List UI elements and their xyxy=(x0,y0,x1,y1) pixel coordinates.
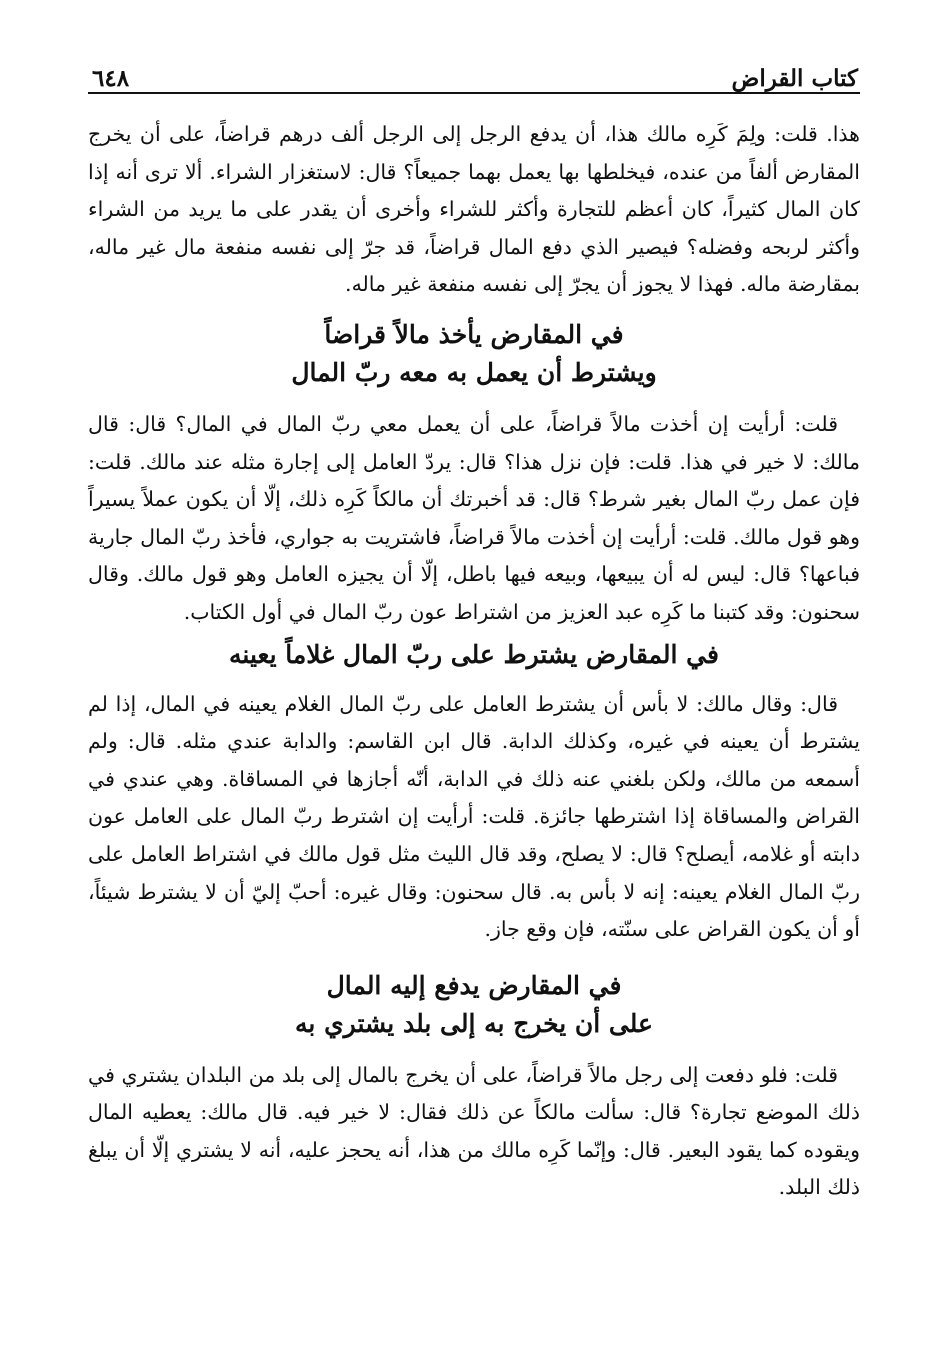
section-3-heading-line-2: على أن يخرج به إلى بلد يشتري به xyxy=(295,1008,653,1038)
page-body xyxy=(88,116,860,1207)
section-heading-1 xyxy=(88,316,860,392)
page-number: ٦٤٨ xyxy=(92,65,130,92)
section-1-paragraph: قلت: أرأيت إن أخذت مالاً قراضاً، على أن يعمل معي ربّ المال في المال؟ قال: قال مالك: لا خير في هذا. قلت: فإن نزل هذا؟ قال: يردّ العامل إلى إجارة مثله عند مالك. قلت: فإن عمل ربّ المال بغير شرط؟ قال: قد أخبرتك أن مالكاً كَرِه ذلك، إلّا أن يكون عملاً يسيراً وهو قول مالك. قلت: أرأيت إن أخذت مالاً قراضاً، فاشتريت به جواري، فأخذ ربّ المال جارية فباعها؟ قال: ليس له أن يبيعها، وبيعه فيها باطل، إلّا أن يجيزه العامل وهو قول مالك. وقال سحنون: وقد كتبنا ما كَرِه عبد العزيز من اشتراط عون ربّ المال في أول الكتاب. xyxy=(88,411,860,624)
section-2-heading: في المقارض يشترط على ربّ المال غلاماً يعينه xyxy=(229,639,719,669)
section-heading-2 xyxy=(88,636,860,674)
section-heading-3 xyxy=(88,967,860,1043)
section-1-heading-line-2: ويشترط أن يعمل به معه ربّ المال xyxy=(291,357,657,387)
intro-paragraph: هذا. قلت: ولِمَ كَرِه مالك هذا، أن يدفع الرجل إلى الرجل ألف درهم قراضاً، على أن يخرج المقارض ألفاً من عنده، فيخلطها بها يعمل بهما جميعاً؟ قال: لاستغزار الشراء. ألا ترى أنه إذا كان المال كثيراً، كان أعظم للتجارة وأكثر للشراء وأخرى أن يقدر على ما يريد من الشراء وأكثر لربحه وفضله؟ فيصير الذي دفع المال قراضاً، قد جرّ إلى نفسه منفعة مال غير ماله، بمقارضة ماله. فهذا لا يجوز أن يجرّ إلى نفسه منفعة غير ماله. xyxy=(88,122,861,297)
section-1-heading-line-1: في المقارض يأخذ مالاً قراضاً xyxy=(324,319,624,349)
section-3-heading-line-1: في المقارض يدفع إليه المال xyxy=(326,970,622,1000)
section-3-paragraph: قلت: فلو دفعت إلى رجل مالاً قراضاً، على أن يخرج بالمال إلى بلد من البلدان يشتري في ذلك الموضع تجارة؟ قال: سألت مالكاً عن ذلك فقال: لا خير فيه. قال مالك: يعطيه المال ويقوده كما يقود البعير. قال: وإنّما كَرِه مالك من هذا، أنه يحجز عليه، أنه لا يشتري إلّا أن يبلغ ذلك البلد. xyxy=(88,1062,860,1200)
book-title: كتاب القراض xyxy=(731,65,858,92)
book-page xyxy=(88,52,860,1207)
section-2-paragraph: قال: وقال مالك: لا بأس أن يشترط العامل على ربّ المال الغلام يعينه في المال، إذا لم يشترط أن يعينه في غيره، وكذلك الدابة. قال ابن القاسم: والدابة عندي مثله. قال: ولم أسمعه من مالك، ولكن بلغني عنه ذلك في الدابة، أنّه أجازها في المساقاة. وهي عندي في القراض والمساقاة إذا اشترطها جائزة. قلت: أرأيت إن اشترط ربّ المال على العامل عون دابته أو غلامه، أيصلح؟ قال: لا يصلح، وقد قال الليث مثل قول مالك في اشتراط العامل على ربّ المال الغلام يعينه: إنه لا بأس به. قال سحنون: وقال غيره: أحبّ إليّ أن لا يشترط شيئاً، أو أن يكون القراض على سنّته، فإن وقع جاز. xyxy=(88,691,860,942)
page-header xyxy=(88,52,860,94)
